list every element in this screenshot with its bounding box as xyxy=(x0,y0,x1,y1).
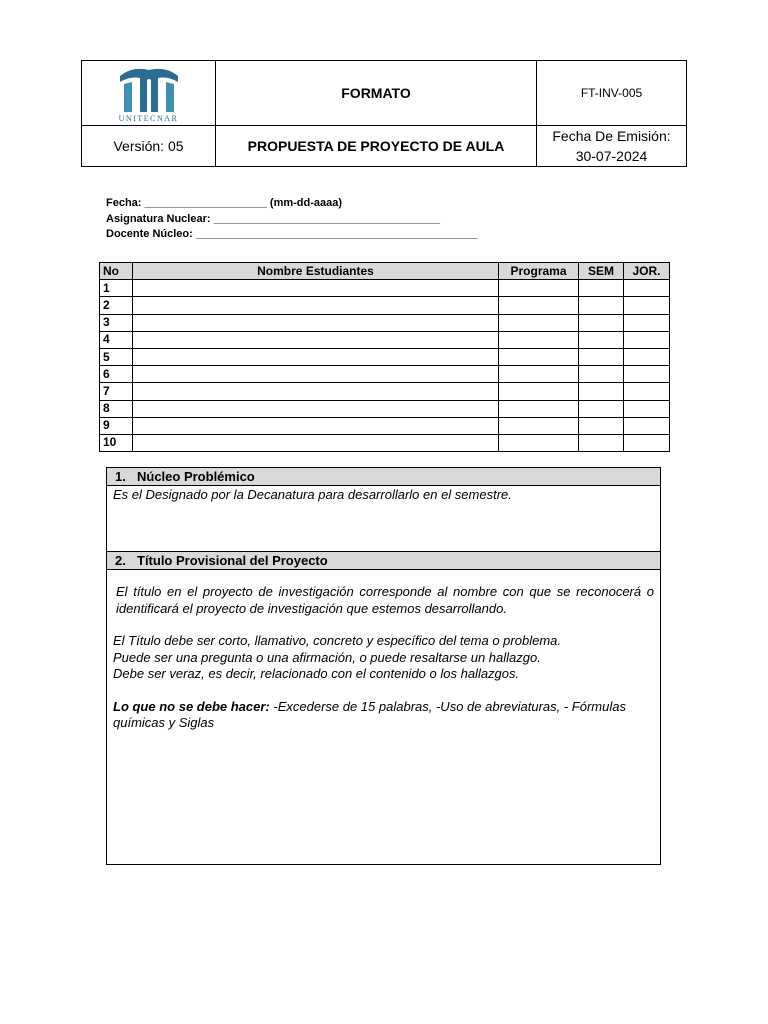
logo-cell xyxy=(82,61,216,126)
programa-cell[interactable] xyxy=(499,400,579,417)
nombre-cell[interactable] xyxy=(133,366,499,383)
sem-cell[interactable] xyxy=(579,383,624,400)
jor-cell[interactable] xyxy=(624,400,670,417)
sem-cell[interactable] xyxy=(579,314,624,331)
programa-cell[interactable] xyxy=(499,366,579,383)
table-row xyxy=(100,280,670,297)
sem-cell[interactable] xyxy=(579,331,624,348)
jor-cell[interactable] xyxy=(624,383,670,400)
section-2-line-1: El Título debe ser corto, llamativo, concreto y específico del tema o problema. xyxy=(113,633,561,648)
programa-cell[interactable] xyxy=(499,434,579,451)
sem-cell[interactable] xyxy=(579,417,624,434)
section-2-lead: Lo que no se debe hacer: xyxy=(113,698,270,714)
section-2-paragraph-1: El título en el proyecto de investigación corresponde al nombre con que se reconocerá o identificará el proyecto de investigación que estemos desarrollando. xyxy=(116,584,654,616)
nombre-cell[interactable] xyxy=(133,280,499,297)
table-row xyxy=(100,314,670,331)
jor-cell[interactable] xyxy=(624,366,670,383)
row-number: 7 xyxy=(100,383,133,400)
table-row xyxy=(100,383,670,400)
sem-cell[interactable] xyxy=(579,297,624,314)
section-1-title: Núcleo Problémico xyxy=(137,469,255,484)
formato-label: FORMATO xyxy=(216,61,537,126)
sem-cell[interactable] xyxy=(579,280,624,297)
sections-box xyxy=(106,467,661,865)
jor-cell[interactable] xyxy=(624,417,670,434)
fecha-emision-value: 30-07-2024 xyxy=(575,148,648,164)
nombre-cell[interactable] xyxy=(133,417,499,434)
sem-cell[interactable] xyxy=(579,348,624,365)
programa-cell[interactable] xyxy=(499,297,579,314)
docente-field[interactable]: Docente Núcleo: ______________________________________________ xyxy=(106,228,478,240)
row-number: 6 xyxy=(100,366,133,383)
col-no: No xyxy=(100,263,133,280)
section-2-rest: -Excederse de 15 palabras, -Uso de abreviaturas, - Fórmulas químicas y Siglas xyxy=(113,698,626,730)
section-2-line-2: Puede ser una pregunta o una afirmación, o puede resaltarse un hallazgo. xyxy=(113,649,541,665)
students-table xyxy=(99,262,670,452)
programa-cell[interactable] xyxy=(499,314,579,331)
form-fields xyxy=(106,196,477,243)
row-number: 8 xyxy=(100,400,133,417)
nombre-cell[interactable] xyxy=(133,400,499,417)
row-number: 2 xyxy=(100,297,133,314)
asignatura-field[interactable]: Asignatura Nuclear: _____________________________________ xyxy=(106,212,440,225)
fecha-emision-label: Fecha De Emisión: xyxy=(552,128,671,144)
section-1-header xyxy=(107,468,660,486)
document-header xyxy=(81,60,687,167)
section-2-header xyxy=(107,552,660,570)
version-label: Versión: 05 xyxy=(82,126,216,167)
programa-cell[interactable] xyxy=(499,331,579,348)
nombre-cell[interactable] xyxy=(133,383,499,400)
col-sem: SEM xyxy=(579,263,624,280)
table-row xyxy=(100,366,670,383)
table-row xyxy=(100,348,670,365)
nombre-cell[interactable] xyxy=(133,434,499,451)
nombre-cell[interactable] xyxy=(133,348,499,365)
table-row xyxy=(100,417,670,434)
table-row xyxy=(100,297,670,314)
col-jor: JOR. xyxy=(624,263,670,280)
fecha-emision xyxy=(537,126,687,167)
sem-cell[interactable] xyxy=(579,434,624,451)
row-number: 9 xyxy=(100,417,133,434)
row-number: 10 xyxy=(100,434,133,451)
jor-cell[interactable] xyxy=(624,314,670,331)
row-number: 3 xyxy=(100,314,133,331)
row-number: 1 xyxy=(100,280,133,297)
col-nombre: Nombre Estudiantes xyxy=(133,263,499,280)
section-2-line-3: Debe ser veraz, es decir, relacionado con el contenido o los hallazgos. xyxy=(113,666,520,681)
jor-cell[interactable] xyxy=(624,348,670,365)
section-1-body[interactable]: Es el Designado por la Decanatura para desarrollarlo en el semestre. xyxy=(107,486,660,552)
row-number: 4 xyxy=(100,331,133,348)
nombre-cell[interactable] xyxy=(133,314,499,331)
jor-cell[interactable] xyxy=(624,331,670,348)
section-2-body[interactable] xyxy=(107,570,660,732)
table-row xyxy=(100,434,670,451)
section-1-number: 1. xyxy=(115,469,126,484)
table-row xyxy=(100,400,670,417)
section-2-paragraph-2 xyxy=(113,633,654,683)
fecha-field[interactable]: Fecha: ____________________ (mm-dd-aaaa) xyxy=(106,197,343,209)
programa-cell[interactable] xyxy=(499,417,579,434)
jor-cell[interactable] xyxy=(624,280,670,297)
programa-cell[interactable] xyxy=(499,280,579,297)
row-number: 5 xyxy=(100,348,133,365)
students-table-header xyxy=(100,263,670,280)
jor-cell[interactable] xyxy=(624,434,670,451)
col-programa: Programa xyxy=(499,263,579,280)
unitecnar-logo xyxy=(82,64,215,123)
document-code: FT-INV-005 xyxy=(537,61,687,126)
sem-cell[interactable] xyxy=(579,400,624,417)
section-2-paragraph-3 xyxy=(113,699,654,732)
programa-cell[interactable] xyxy=(499,348,579,365)
unitecnar-logo-icon xyxy=(118,64,180,114)
section-2-number: 2. xyxy=(115,553,126,568)
nombre-cell[interactable] xyxy=(133,297,499,314)
section-2-title: Título Provisional del Proyecto xyxy=(137,553,328,568)
jor-cell[interactable] xyxy=(624,297,670,314)
table-row xyxy=(100,331,670,348)
programa-cell[interactable] xyxy=(499,383,579,400)
sem-cell[interactable] xyxy=(579,366,624,383)
logo-text: UNITECNAR xyxy=(118,113,179,123)
nombre-cell[interactable] xyxy=(133,331,499,348)
document-title: PROPUESTA DE PROYECTO DE AULA xyxy=(216,126,537,167)
